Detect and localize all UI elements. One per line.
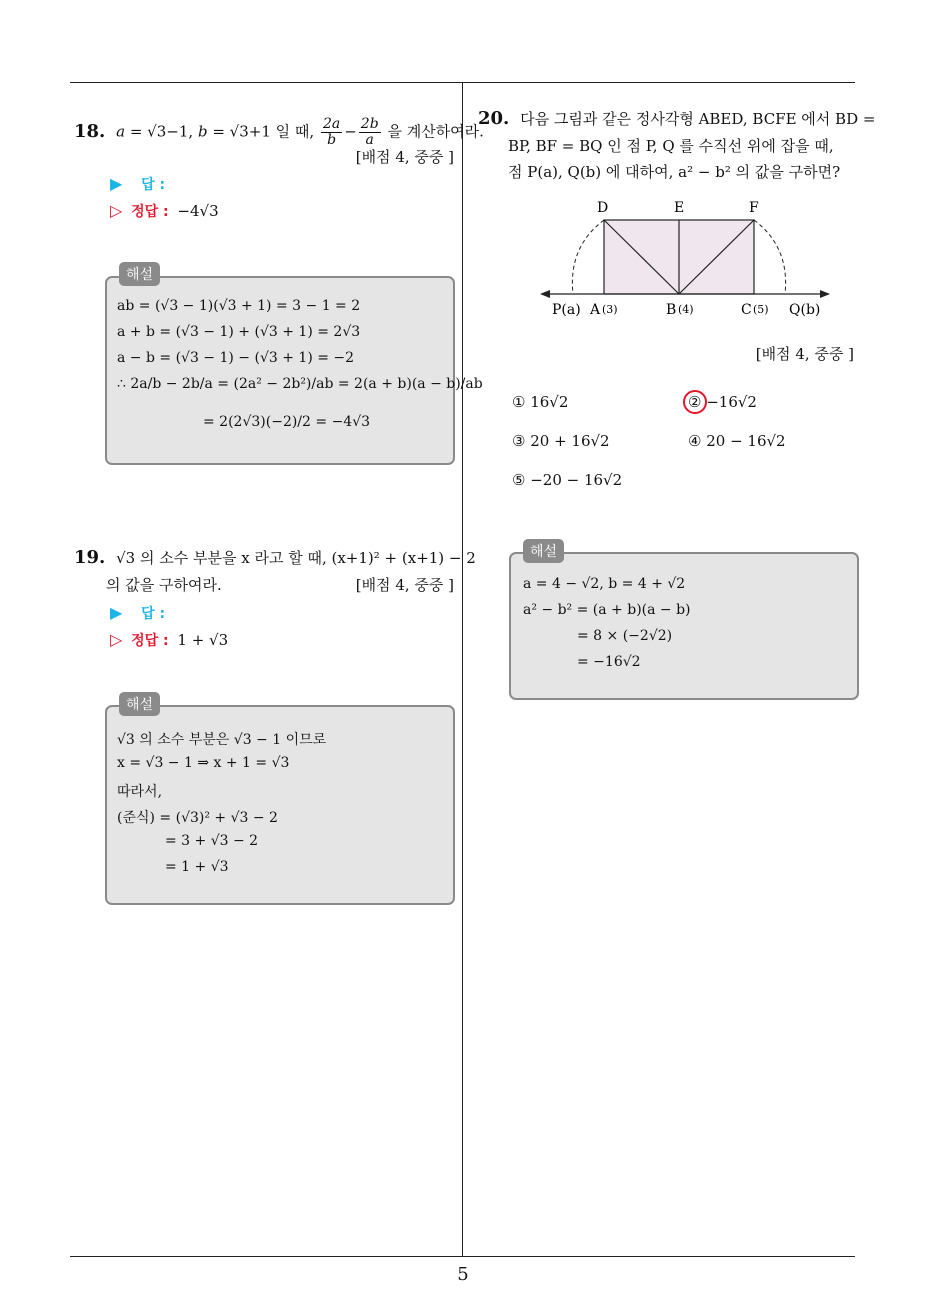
q18-meta: [배점 4, 중중 ]	[355, 148, 454, 166]
label-c-value: (5)	[753, 303, 769, 316]
q18-correct-value: −4√3	[177, 202, 219, 220]
q19-solution-tag: 해설	[119, 692, 160, 716]
q18-sol-line-5: = 2(2√3)(−2)/2 = −4√3	[203, 414, 371, 430]
q19-sol-line-2: x = √3 − 1 ⇒ x + 1 = √3	[117, 755, 290, 771]
q19-sol-line-5: = 3 + √3 − 2	[165, 833, 259, 849]
q19-correct-value: 1 + √3	[177, 631, 229, 649]
arc-bf-bq	[754, 220, 786, 294]
q20-text-1: 다음 그림과 같은 정사각형 ABED, BCFE 에서 BD =	[520, 110, 876, 128]
play-icon: ▶	[110, 174, 123, 193]
q19-correct-row	[110, 630, 228, 650]
label-b-value: (4)	[678, 303, 694, 316]
q18-sol-line-1: ab = (√3 − 1)(√3 + 1) = 3 − 1 = 2	[117, 298, 361, 314]
label-d: D	[597, 200, 609, 216]
page-number: 5	[457, 1264, 469, 1285]
play-outline-icon: ▷	[110, 630, 123, 649]
arrow-right-icon	[820, 290, 830, 298]
choice-4[interactable]: ④ 20 − 16√2	[688, 432, 786, 450]
q20-statement-line3: 점 P(a), Q(b) 에 대하여, a² − b² 의 값을 구하면?	[508, 163, 841, 181]
q19-sol-line-1: √3 의 소수 부분은 √3 − 1 이므로	[117, 732, 327, 748]
q19-meta: [배점 4, 중중 ]	[355, 576, 454, 594]
q18-correct-row	[110, 201, 219, 221]
q18-number: 18.	[74, 120, 106, 142]
label-p: P(a)	[552, 302, 581, 318]
q20-sol-line-1: a = 4 − √2, b = 4 + √2	[523, 576, 686, 592]
q20-sol-line-2: a² − b² = (a + b)(a − b)	[523, 602, 691, 618]
choice-1[interactable]: ① 16√2	[512, 393, 569, 411]
q18-solution-tag: 해설	[119, 262, 160, 286]
q18-sol-line-4: ∴ 2a/b − 2b/a = (2a² − 2b²)/ab = 2(a + b)(a − b)/ab	[117, 376, 483, 392]
q19-sol-line-3: 따라서,	[117, 784, 163, 800]
choice-5[interactable]: ⑤ −20 − 16√2	[512, 471, 623, 489]
q19-sol-line-4: (준식) = (√3)² + √3 − 2	[117, 810, 278, 826]
q18-frac-2b-a: $\frac{2b}{a}$	[360, 116, 379, 148]
q20-solution-tag: 해설	[523, 539, 564, 563]
q19-correct-label: 정답 :	[131, 633, 169, 649]
label-b: B	[666, 302, 677, 318]
q18-answer-label: 답 :	[141, 177, 166, 193]
q20-solution-box	[509, 552, 859, 700]
q18-sol-line-2: a + b = (√3 − 1) + (√3 + 1) = 2√3	[117, 324, 361, 340]
q18-answer-row	[110, 174, 165, 194]
choice-2[interactable]: ② −16√2	[688, 393, 757, 411]
q19-solution-box	[105, 705, 455, 905]
q19-number: 19.	[74, 547, 106, 568]
q18-solution-box	[105, 276, 483, 465]
q19-statement-line1	[74, 547, 476, 568]
q18-var-b: b	[197, 122, 208, 141]
q18-sol-line-3: a − b = (√3 − 1) − (√3 + 1) = −2	[117, 350, 355, 366]
q18-correct-label: 정답 :	[131, 204, 169, 220]
q18-text-3: 을 계산하여라.	[387, 122, 484, 141]
arc-bd-bp	[572, 220, 604, 294]
q18-text-1: = √3−1,	[129, 122, 198, 141]
q20-number: 20.	[478, 108, 510, 129]
q18-var-a: a	[116, 122, 126, 141]
q18-frac-2a-b: $\frac{2a}{b}$	[322, 116, 341, 148]
label-q: Q(b)	[789, 302, 821, 318]
q20-statement-line1	[478, 108, 875, 129]
q19-text-1: √3 의 소수 부분을 x 라고 할 때, (x+1)² + (x+1) − 2	[116, 549, 476, 567]
arrow-left-icon	[540, 290, 550, 298]
q20-sol-line-4: = −16√2	[577, 654, 641, 670]
play-outline-icon: ▷	[110, 201, 123, 220]
play-icon: ▶	[110, 603, 123, 622]
column-divider	[462, 82, 463, 1257]
label-e: E	[674, 200, 685, 216]
label-c: C	[741, 302, 752, 318]
q20-meta: [배점 4, 중중 ]	[755, 345, 854, 363]
label-a-value: (3)	[602, 303, 618, 316]
label-a: A	[590, 302, 601, 318]
q18-text-2: = √3+1 일 때,	[212, 122, 315, 141]
choice-3[interactable]: ③ 20 + 16√2	[512, 432, 610, 450]
q20-sol-line-3: = 8 × (−2√2)	[577, 628, 673, 644]
q19-answer-label: 답 :	[141, 606, 166, 622]
q20-statement-line2: BP, BF = BQ 인 점 P, Q 를 수직선 위에 잡을 때,	[508, 137, 834, 155]
q19-answer-row	[110, 603, 165, 623]
q20-figure	[530, 192, 840, 322]
label-f: F	[749, 200, 759, 216]
bottom-rule	[70, 1256, 855, 1257]
q19-statement-line2: 의 값을 구하여라.	[106, 576, 222, 594]
q18-statement: 18. a = √3−1, b = √3+1 일 때, $\frac{2a}{b}$ − $\frac{2b}{a}$ 을 계산하여라.	[74, 116, 484, 148]
q19-sol-line-6: = 1 + √3	[165, 859, 229, 875]
